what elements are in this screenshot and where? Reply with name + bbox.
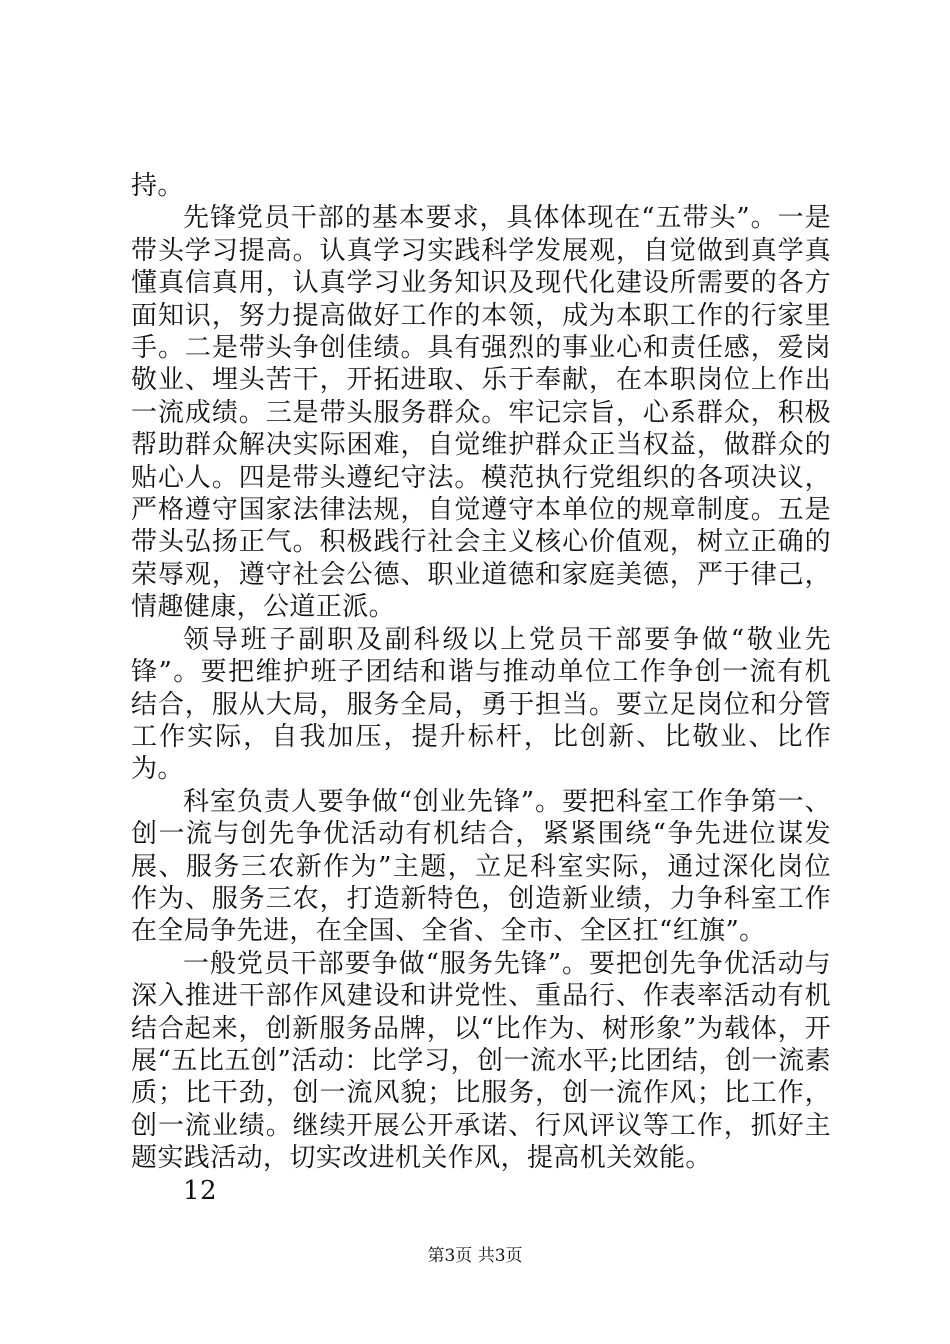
document-body (131, 170, 831, 1207)
paragraph-dedication-pioneer: 领导班子副职及副科级以上党员干部要争做“敬业先锋”。要把维护班子团结和谐与推动单位工作争创一流有机结合，服从大局，服务全局，勇于担当。要立足岗位和分管工作实际，自我加压，提升标杆，比创新、比敬业、比作为。 (131, 624, 831, 785)
paragraph-five-leads: 先锋党员干部的基本要求，具体体现在“五带头”。一是带头学习提高。认真学习实践科学发展观，自觉做到真学真懂真信真用，认真学习业务知识及现代化建设所需要的各方面知识，努力提高做好工作的本领，成为本职工作的行家里手。二是带头争创佳绩。具有强烈的事业心和责任感，爱岗敬业、埋头苦干，开拓进取、乐于奉献，在本职岗位上作出一流成绩。三是带头服务群众。牢记宗旨，心系群众，积极帮助群众解决实际困难，自觉维护群众正当权益，做群众的贴心人。四是带头遵纪守法。模范执行党组织的各项决议，严格遵守国家法律法规，自觉遵守本单位的规章制度。五是带头弘扬正气。积极践行社会主义核心价值观，树立正确的荣辱观，遵守社会公德、职业道德和家庭美德，严于律己，情趣健康，公道正派。 (131, 203, 831, 623)
paragraph-service-pioneer: 一般党员干部要争做“服务先锋”。要把创先争优活动与深入推进干部作风建设和讲党性、重品行、作表率活动有机结合起来，创新服务品牌，以“比作为、树形象”为载体，开展“五比五创”活动：比学习，创一流水平;比团结，创一流素质；比干劲，创一流风貌；比服务，创一流作风；比工作，创一流业绩。继续开展公开承诺、行风评议等工作，抓好主题实践活动，切实改进机关作风，提高机关效能。 (131, 948, 831, 1174)
paragraph-stray-number: 12 (183, 1175, 217, 1206)
page-number-footer: 第3页 共3页 (427, 1246, 523, 1266)
paragraph-entrepreneurship-pioneer: 科室负责人要争做“创业先锋”。要把科室工作争第一、创一流与创先争优活动有机结合，紧紧围绕“争先进位谋发展、服务三农新作为”主题，立足科室实际，通过深化岗位作为、服务三农，打造新特色，创造新业绩，力争科室工作在全局争先进，在全国、全省、全市、全区扛“红旗”。 (131, 786, 831, 947)
paragraph-continuation: 持。 (131, 171, 184, 201)
